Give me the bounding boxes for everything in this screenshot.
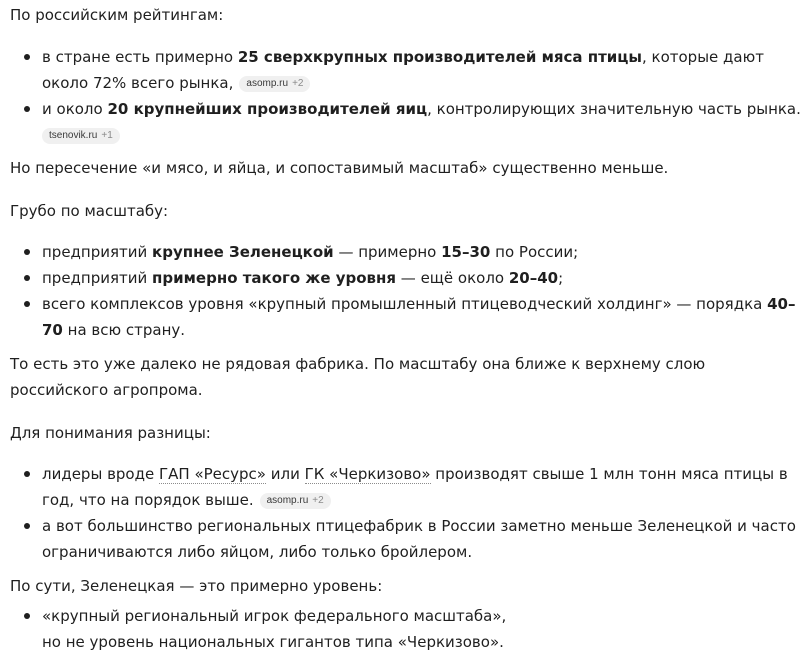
list-item bbox=[42, 461, 802, 513]
item-bold-number: 15–30 bbox=[441, 243, 491, 261]
list-item bbox=[42, 291, 802, 343]
item-bold-number: 20–40 bbox=[508, 269, 559, 287]
list-item bbox=[42, 603, 802, 655]
source-chip[interactable] bbox=[239, 76, 310, 92]
item-text: а вот большинство региональных птицефабрик в России заметно меньше Зеленецкой и часто ограничиваются либо яйцом, либо только бройлером. bbox=[42, 517, 796, 561]
item-text: — ещё около bbox=[396, 269, 509, 287]
source-chip-count: +2 bbox=[312, 495, 324, 506]
item-text: всего комплексов уровня «крупный промышленный птицеводческий холдинг» — порядка bbox=[42, 295, 768, 313]
item-text: по России; bbox=[490, 243, 579, 261]
source-chip-count: +2 bbox=[292, 78, 304, 89]
source-chip[interactable] bbox=[260, 493, 331, 509]
comparison-heading-paragraph: Для понимания разницы: bbox=[10, 424, 211, 442]
scale-list bbox=[10, 239, 802, 343]
item-text: на всю страну. bbox=[62, 321, 186, 339]
intersection-paragraph: Но пересечение «и мясо, и яйца, и сопоставимый масштаб» существенно меньше. bbox=[10, 159, 669, 177]
source-chip[interactable] bbox=[42, 128, 120, 144]
intro-paragraph: По российским рейтингам: bbox=[10, 6, 224, 24]
ratings-list bbox=[10, 44, 802, 148]
essence-list bbox=[10, 603, 802, 655]
list-item bbox=[42, 513, 802, 565]
item-text: но не уровень национальных гигантов типа «Черкизово». bbox=[42, 633, 504, 651]
scale-heading-paragraph: Грубо по масштабу: bbox=[10, 202, 169, 220]
list-item bbox=[42, 239, 802, 265]
conclusion-paragraph: То есть это уже далеко не рядовая фабрика. По масштабу она ближе к верхнему слою российского агропрома. bbox=[10, 355, 706, 399]
comparison-list bbox=[10, 461, 802, 565]
list-item bbox=[42, 96, 802, 148]
list-item bbox=[42, 265, 802, 291]
item-text: или bbox=[265, 465, 305, 483]
item-text: производят свыше 1 млн тонн мяса птицы в год, что на порядок выше. bbox=[42, 465, 788, 509]
entity-link-cherkizovo[interactable]: ГК «Черкизово» bbox=[304, 465, 431, 483]
item-text: в стране есть примерно bbox=[42, 48, 238, 66]
source-chip-label: asomp.ru bbox=[266, 495, 309, 506]
item-bold-number: 40–70 bbox=[42, 295, 796, 339]
list-item bbox=[42, 44, 802, 96]
item-text: «крупный региональный игрок федерального масштаба», bbox=[42, 607, 507, 625]
item-text: , которые дают около 72% всего рынка, bbox=[42, 48, 764, 92]
essence-paragraph: По сути, Зеленецкая — это примерно уровень: bbox=[10, 577, 383, 595]
item-bold-text: 20 крупнейших производителей яиц bbox=[107, 100, 428, 118]
source-chip-count: +1 bbox=[101, 130, 113, 141]
source-chip-label: tsenovik.ru bbox=[49, 130, 98, 141]
item-text: и около bbox=[42, 100, 108, 118]
item-bold-text: примерно такого же уровня bbox=[152, 269, 397, 287]
item-text: предприятий bbox=[42, 269, 153, 287]
item-text: лидеры вроде bbox=[42, 465, 159, 483]
item-text: — примерно bbox=[333, 243, 442, 261]
item-bold-text: 25 сверхкрупных производителей мяса птицы bbox=[237, 48, 642, 66]
item-text: предприятий bbox=[42, 243, 153, 261]
entity-link-gap-resurs[interactable]: ГАП «Ресурс» bbox=[158, 465, 266, 483]
item-bold-text: крупнее Зеленецкой bbox=[152, 243, 334, 261]
item-text: ; bbox=[558, 269, 564, 287]
source-chip-label: asomp.ru bbox=[246, 78, 289, 89]
item-text: , контролирующих значительную часть рынка. bbox=[427, 100, 801, 118]
